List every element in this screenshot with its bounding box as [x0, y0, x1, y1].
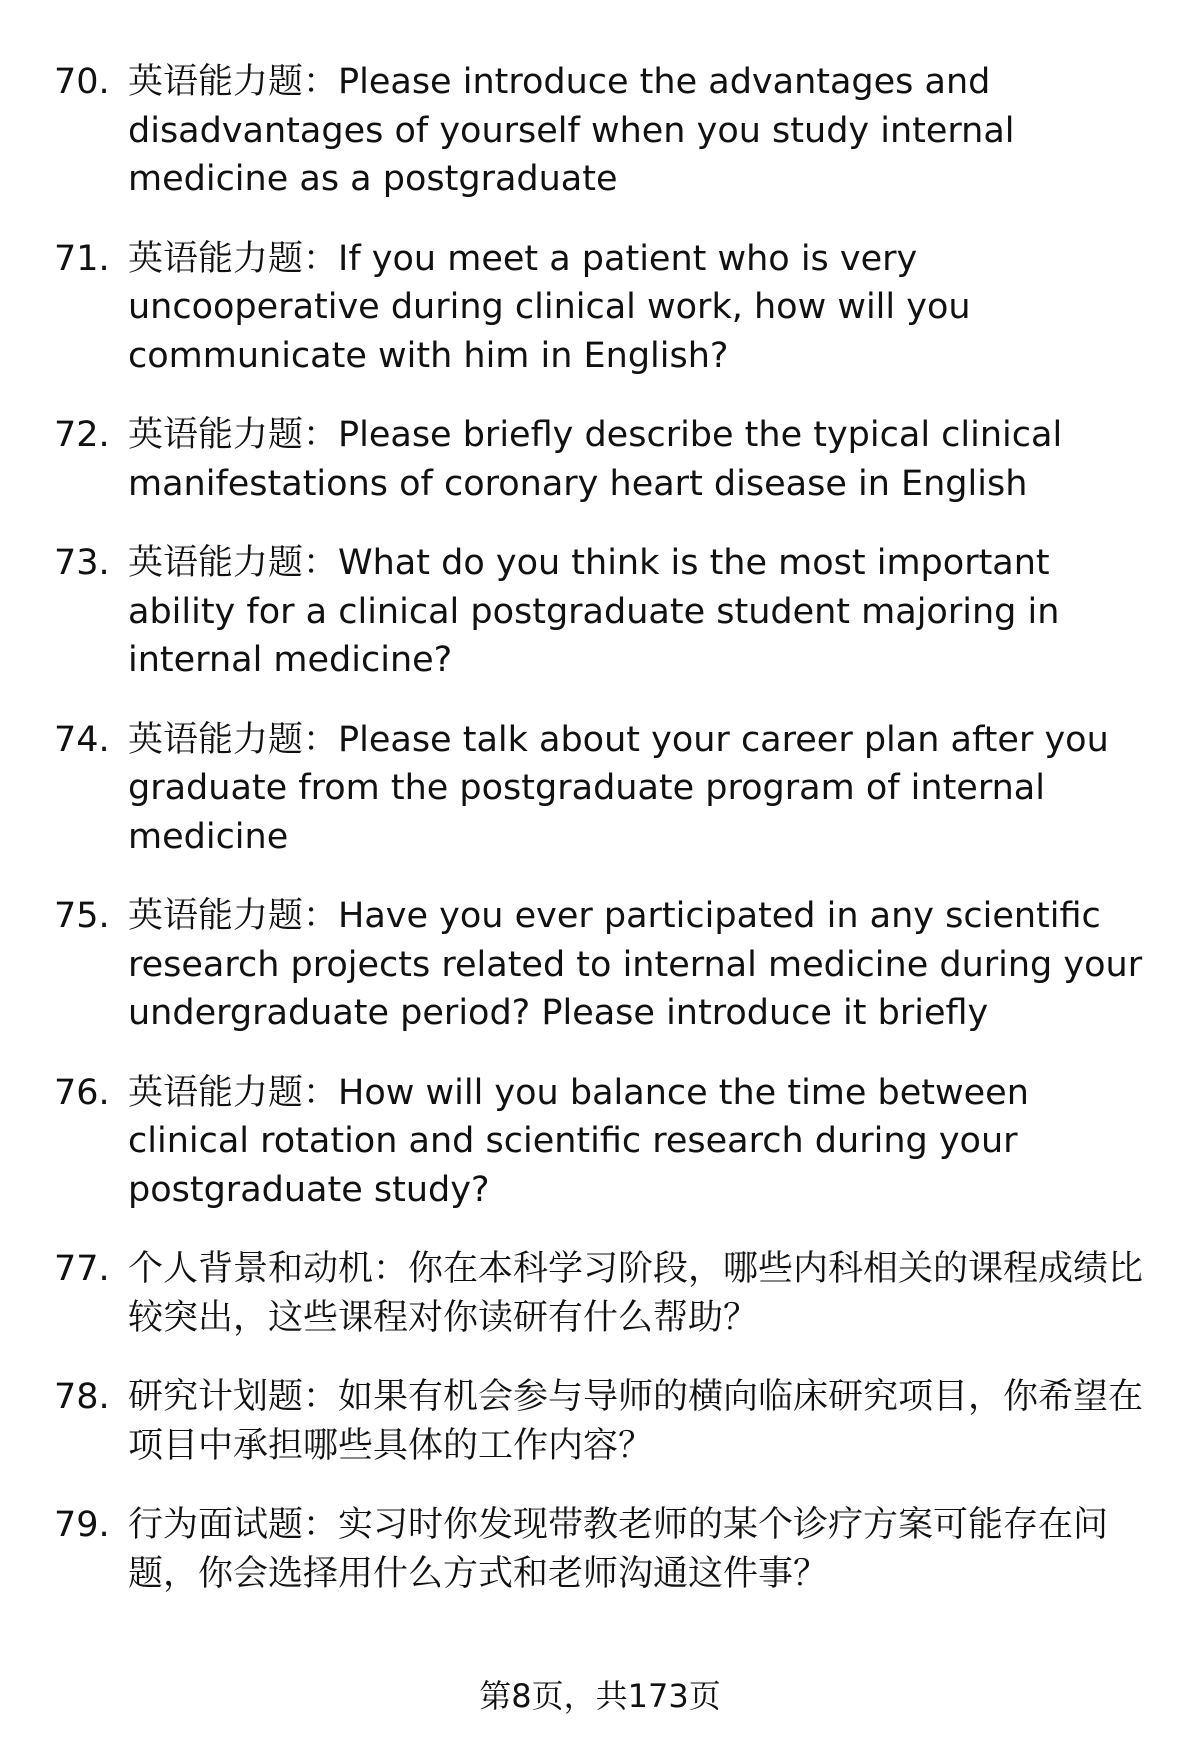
question-item-75 — [54, 892, 1154, 1038]
question-text: How will you balance the time between clinical rotation and scientific research during your postgraduate study? — [128, 1072, 1029, 1210]
question-category: 英语能力题： — [128, 1072, 339, 1113]
question-category: 研究计划题： — [128, 1377, 339, 1417]
question-item-78 — [54, 1373, 1154, 1470]
question-number: 77. — [54, 1249, 110, 1289]
question-category: 个人背景和动机： — [128, 1249, 409, 1289]
question-category: 英语能力题： — [128, 719, 339, 760]
question-category: 英语能力题： — [128, 62, 339, 102]
question-body — [128, 892, 1154, 1038]
question-number: 79. — [54, 1505, 110, 1545]
question-text: 如果有机会参与导师的横向临床研究项目，你希望在项目中承担哪些具体的工作内容？ — [128, 1377, 1144, 1466]
question-body — [128, 1501, 1154, 1598]
question-item-72 — [54, 411, 1154, 508]
question-body — [128, 1069, 1154, 1215]
question-item-79 — [54, 1501, 1154, 1598]
question-number: 78. — [54, 1377, 110, 1417]
question-body — [128, 1373, 1154, 1470]
question-number: 70. — [54, 62, 110, 102]
question-number: 75. — [54, 896, 110, 936]
question-text: Please introduce the advantages and disadvantages of yourself when you study internal medicine as a postgraduate — [128, 62, 1015, 199]
page-number-footer: 第8页，共173页 — [479, 1677, 721, 1715]
question-text: If you meet a patient who is very uncooperative during clinical work, how will you communicate with him in English? — [128, 238, 971, 376]
question-category: 英语能力题： — [128, 543, 339, 583]
question-category: 英语能力题： — [128, 415, 339, 455]
question-body — [128, 411, 1154, 508]
question-text: Please talk about your career plan after you graduate from the postgraduate program of internal medicine — [128, 719, 1109, 857]
question-body — [128, 58, 1154, 204]
question-item-77 — [54, 1245, 1154, 1342]
question-text: 实习时你发现带教老师的某个诊疗方案可能存在问题，你会选择用什么方式和老师沟通这件事？ — [128, 1505, 1109, 1594]
question-body — [128, 716, 1154, 862]
question-text: What do you think is the most important ability for a clinical postgraduate student majoring in internal medicine? — [128, 543, 1060, 680]
question-number: 73. — [54, 543, 110, 583]
question-category: 英语能力题： — [128, 238, 339, 279]
question-body — [128, 539, 1154, 685]
question-number: 74. — [54, 719, 110, 760]
question-body — [128, 235, 1154, 381]
question-category: 行为面试题： — [128, 1505, 339, 1545]
question-body — [128, 1245, 1154, 1342]
question-text: Have you ever participated in any scientific research projects related to internal medicine during your undergraduate period? Please introduce it briefly — [128, 896, 1143, 1033]
question-text: Please briefly describe the typical clinical manifestations of coronary heart disease in English — [128, 415, 1063, 504]
question-number: 71. — [54, 238, 110, 279]
question-list — [54, 58, 1154, 1629]
question-item-70 — [54, 58, 1154, 204]
question-number: 72. — [54, 415, 110, 455]
question-category: 英语能力题： — [128, 896, 339, 936]
question-item-73 — [54, 539, 1154, 685]
question-item-76 — [54, 1069, 1154, 1215]
question-number: 76. — [54, 1072, 110, 1113]
question-item-74 — [54, 716, 1154, 862]
question-item-71 — [54, 235, 1154, 381]
question-text: 你在本科学习阶段，哪些内科相关的课程成绩比较突出，这些课程对你读研有什么帮助？ — [128, 1249, 1144, 1338]
